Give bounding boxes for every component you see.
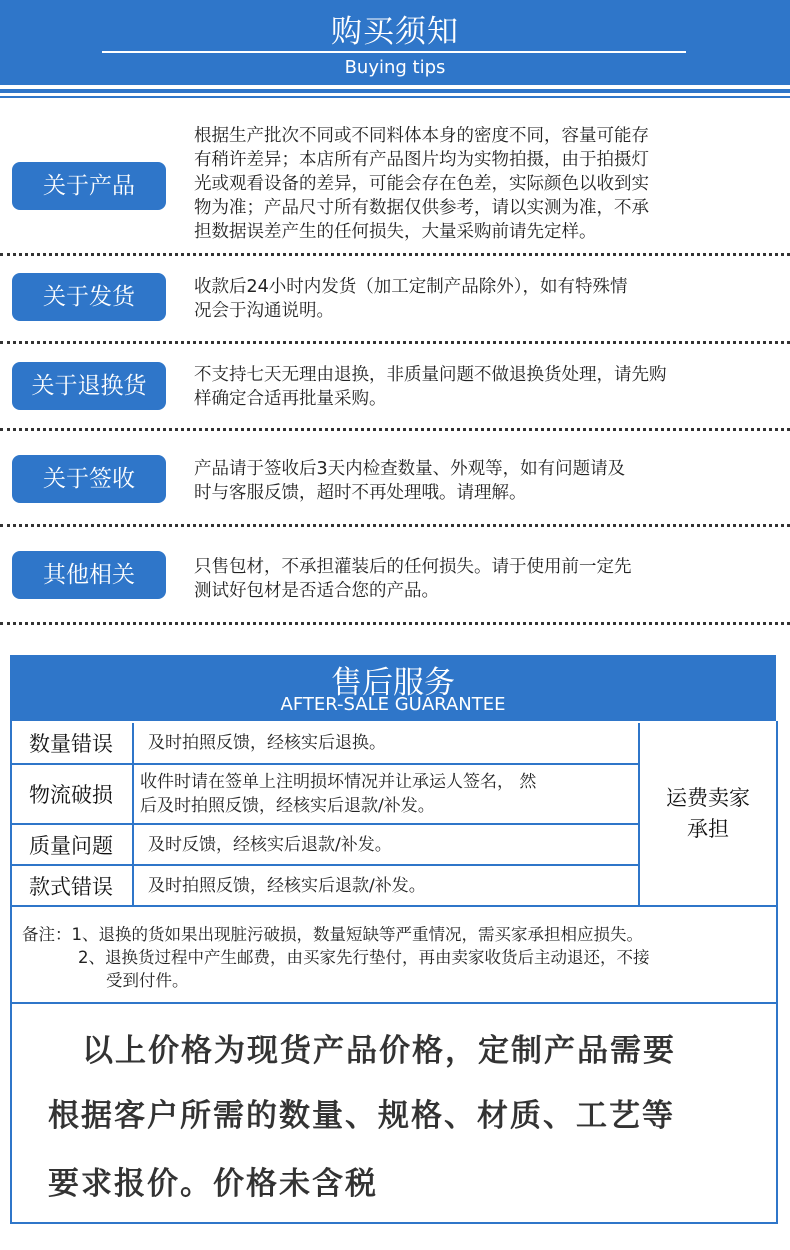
after-sale-subtitle: AFTER-SALE GUARANTEE [280, 694, 506, 715]
buying-tips-header [0, 0, 790, 85]
note-line-3: 受到付件。 [106, 971, 189, 990]
tip-label-product: 关于产品 [12, 162, 166, 210]
tip-line: 根据生产批次不同或不同料体本身的密度不同，容量可能存 [194, 126, 649, 146]
row-label: 物流破损 [10, 765, 134, 823]
shipping-cost-line: 承担 [687, 817, 729, 841]
shipping-cost-line: 运费卖家 [666, 786, 750, 810]
table-row [10, 765, 638, 825]
tip-line: 测试好包材是否适合您的产品。 [194, 581, 439, 601]
row-line: 后及时拍照反馈，经核实后退款/补发。 [140, 796, 435, 816]
tip-text-product [194, 124, 764, 244]
notes-divider-bottom [10, 1002, 776, 1004]
dotted-divider [0, 253, 790, 256]
tip-text-other [194, 555, 764, 603]
tip-line: 担数据误差产生的任何损失，大量采购前请先定样。 [194, 222, 597, 242]
price-notice-line-1: 以上价格为现货产品价格，定制产品需要 [82, 1033, 676, 1069]
header-title: 购买须知 [331, 14, 459, 50]
dotted-divider [0, 524, 790, 527]
after-sale-title: 售后服务 [331, 665, 455, 701]
tip-line: 物为准；产品尺寸所有数据仅供参考，请以实测为准，不承 [194, 198, 649, 218]
tip-line: 不支持七天无理由退换，非质量问题不做退换货处理，请先购 [194, 365, 667, 385]
tip-text-receipt [194, 457, 764, 505]
row-text [148, 723, 624, 763]
row-text [140, 765, 624, 823]
tip-line: 有稍许差异；本店所有产品图片均为实物拍摄，由于拍摄灯 [194, 150, 649, 170]
price-notice-line-3: 要求报价。价格未含税 [48, 1166, 378, 1202]
after-sale-header [10, 655, 776, 721]
header-subtitle: Buying tips [344, 57, 446, 78]
dotted-divider [0, 428, 790, 431]
tip-line: 光或观看设备的差异，可能会存在色差，实际颜色以收到实 [194, 174, 649, 194]
row-label: 质量问题 [10, 825, 134, 864]
tip-line: 况会于沟通说明。 [194, 301, 334, 321]
header-divider [102, 51, 686, 53]
row-text [148, 866, 624, 905]
tip-label-returns: 关于退换货 [12, 362, 166, 410]
tip-line: 样确定合适再批量采购。 [194, 389, 387, 409]
notes-divider [10, 905, 776, 907]
note-line-2: 2、退换货过程中产生邮费，由买家先行垫付，再由卖家收货后主动退还，不接 [78, 948, 650, 967]
header-stripe [0, 89, 790, 93]
row-line: 及时拍照反馈，经核实后退款/补发。 [148, 875, 426, 896]
tip-label-receipt: 关于签收 [12, 455, 166, 503]
tip-line: 产品请于签收后3天内检查数量、外观等，如有问题请及 [194, 459, 626, 479]
tip-text-returns [194, 363, 764, 411]
row-line: 及时拍照反馈，经核实后退换。 [148, 733, 386, 753]
row-label: 数量错误 [10, 723, 134, 763]
tip-label-shipping: 关于发货 [12, 273, 166, 321]
tip-line: 时与客服反馈，超时不再处理哦。请理解。 [194, 483, 527, 503]
tip-line: 收款后24小时内发货（加工定制产品除外），如有特殊情 [194, 277, 628, 297]
tip-text-shipping [194, 275, 764, 323]
note-line-1: 备注：1、退换的货如果出现脏污破损，数量短缺等严重情况，需买家承担相应损失。 [22, 925, 643, 944]
row-line: 及时反馈，经核实后退款/补发。 [148, 834, 392, 855]
tip-line: 只售包材，不承担灌装后的任何损失。请于使用前一定先 [194, 557, 632, 577]
row-text [148, 825, 624, 864]
header-stripe-thin [0, 96, 790, 98]
dotted-divider [0, 341, 790, 344]
dotted-divider [0, 622, 790, 625]
table-row [10, 723, 638, 765]
table-row [10, 825, 638, 866]
row-label: 款式错误 [10, 866, 134, 905]
tip-label-other: 其他相关 [12, 551, 166, 599]
row-line: 收件时请在签单上注明损坏情况并让承运人签名， 然 [140, 772, 537, 792]
price-notice-line-2: 根据客户所需的数量、规格、材质、工艺等 [48, 1098, 675, 1134]
table-row [10, 866, 638, 905]
shipping-cost-cell [638, 723, 776, 905]
